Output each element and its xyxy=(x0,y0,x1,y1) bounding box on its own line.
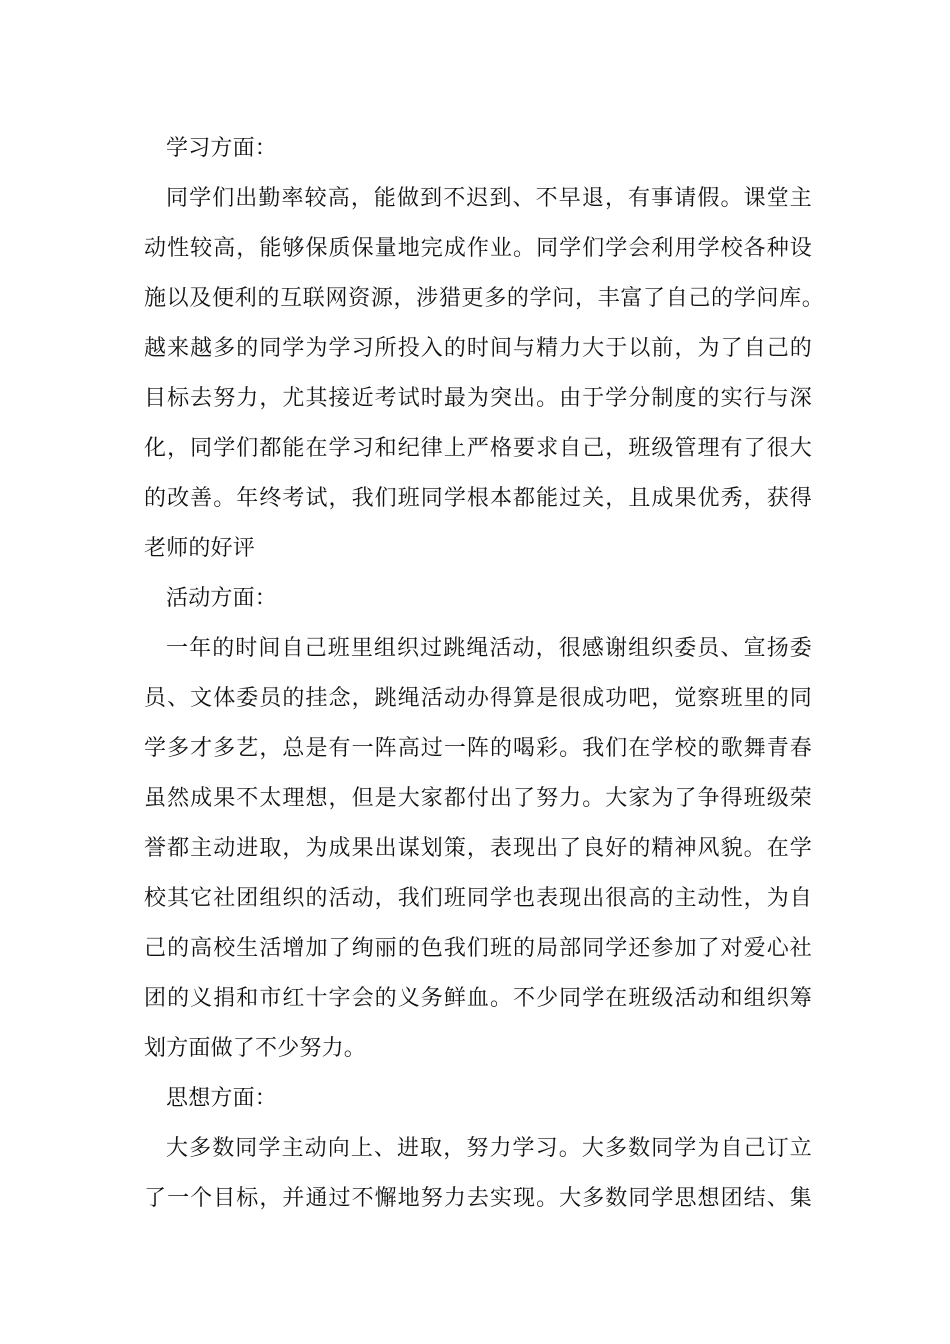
text-line: 学多才多艺，总是有一阵高过一阵的喝彩。我们在学校的歌舞青春 xyxy=(144,736,812,761)
text-line: 校其它社团组织的活动，我们班同学也表现出很高的主动性，为自 xyxy=(144,886,812,911)
text-line: 誉都主动进取，为成果出谋划策，表现出了良好的精神风貌。在学 xyxy=(144,836,812,861)
text-line: 员、文体委员的挂念，跳绳活动办得算是很成功吧，觉察班里的同 xyxy=(144,686,812,711)
heading-thought: 思想方面： xyxy=(166,1086,278,1111)
text-line: 目标去努力，尤其接近考试时最为突出。由于学分制度的实行与深 xyxy=(144,386,812,411)
heading-activity: 活动方面： xyxy=(166,586,278,611)
text-line: 大多数同学主动向上、进取，努力学习。大多数同学为自己订立 xyxy=(166,1136,812,1161)
text-line: 团的义捐和市红十字会的义务鲜血。不少同学在班级活动和组织筹 xyxy=(144,986,812,1011)
heading-study: 学习方面： xyxy=(166,136,278,161)
text-line: 动性较高，能够保质保量地完成作业。同学们学会利用学校各种设 xyxy=(144,236,812,261)
text-line: 老师的好评 xyxy=(144,536,256,561)
text-line: 一年的时间自己班里组织过跳绳活动，很感谢组织委员、宣扬委 xyxy=(166,636,812,661)
text-line: 化，同学们都能在学习和纪律上严格要求自己，班级管理有了很大 xyxy=(144,436,812,461)
text-line: 同学们出勤率较高，能做到不迟到、不早退，有事请假。课堂主 xyxy=(166,186,812,211)
text-line: 越来越多的同学为学习所投入的时间与精力大于以前，为了自己的 xyxy=(144,336,812,361)
text-line: 划方面做了不少努力。 xyxy=(144,1036,367,1061)
text-line: 了一个目标，并通过不懈地努力去实现。大多数同学思想团结、集 xyxy=(144,1186,812,1211)
text-line: 的改善。年终考试，我们班同学根本都能过关，且成果优秀，获得 xyxy=(144,486,812,511)
text-line: 施以及便利的互联网资源，涉猎更多的学问，丰富了自己的学问库。 xyxy=(144,286,824,311)
text-line: 虽然成果不太理想，但是大家都付出了努力。大家为了争得班级荣 xyxy=(144,786,812,811)
text-line: 己的高校生活增加了绚丽的色我们班的局部同学还参加了对爱心社 xyxy=(144,936,812,961)
